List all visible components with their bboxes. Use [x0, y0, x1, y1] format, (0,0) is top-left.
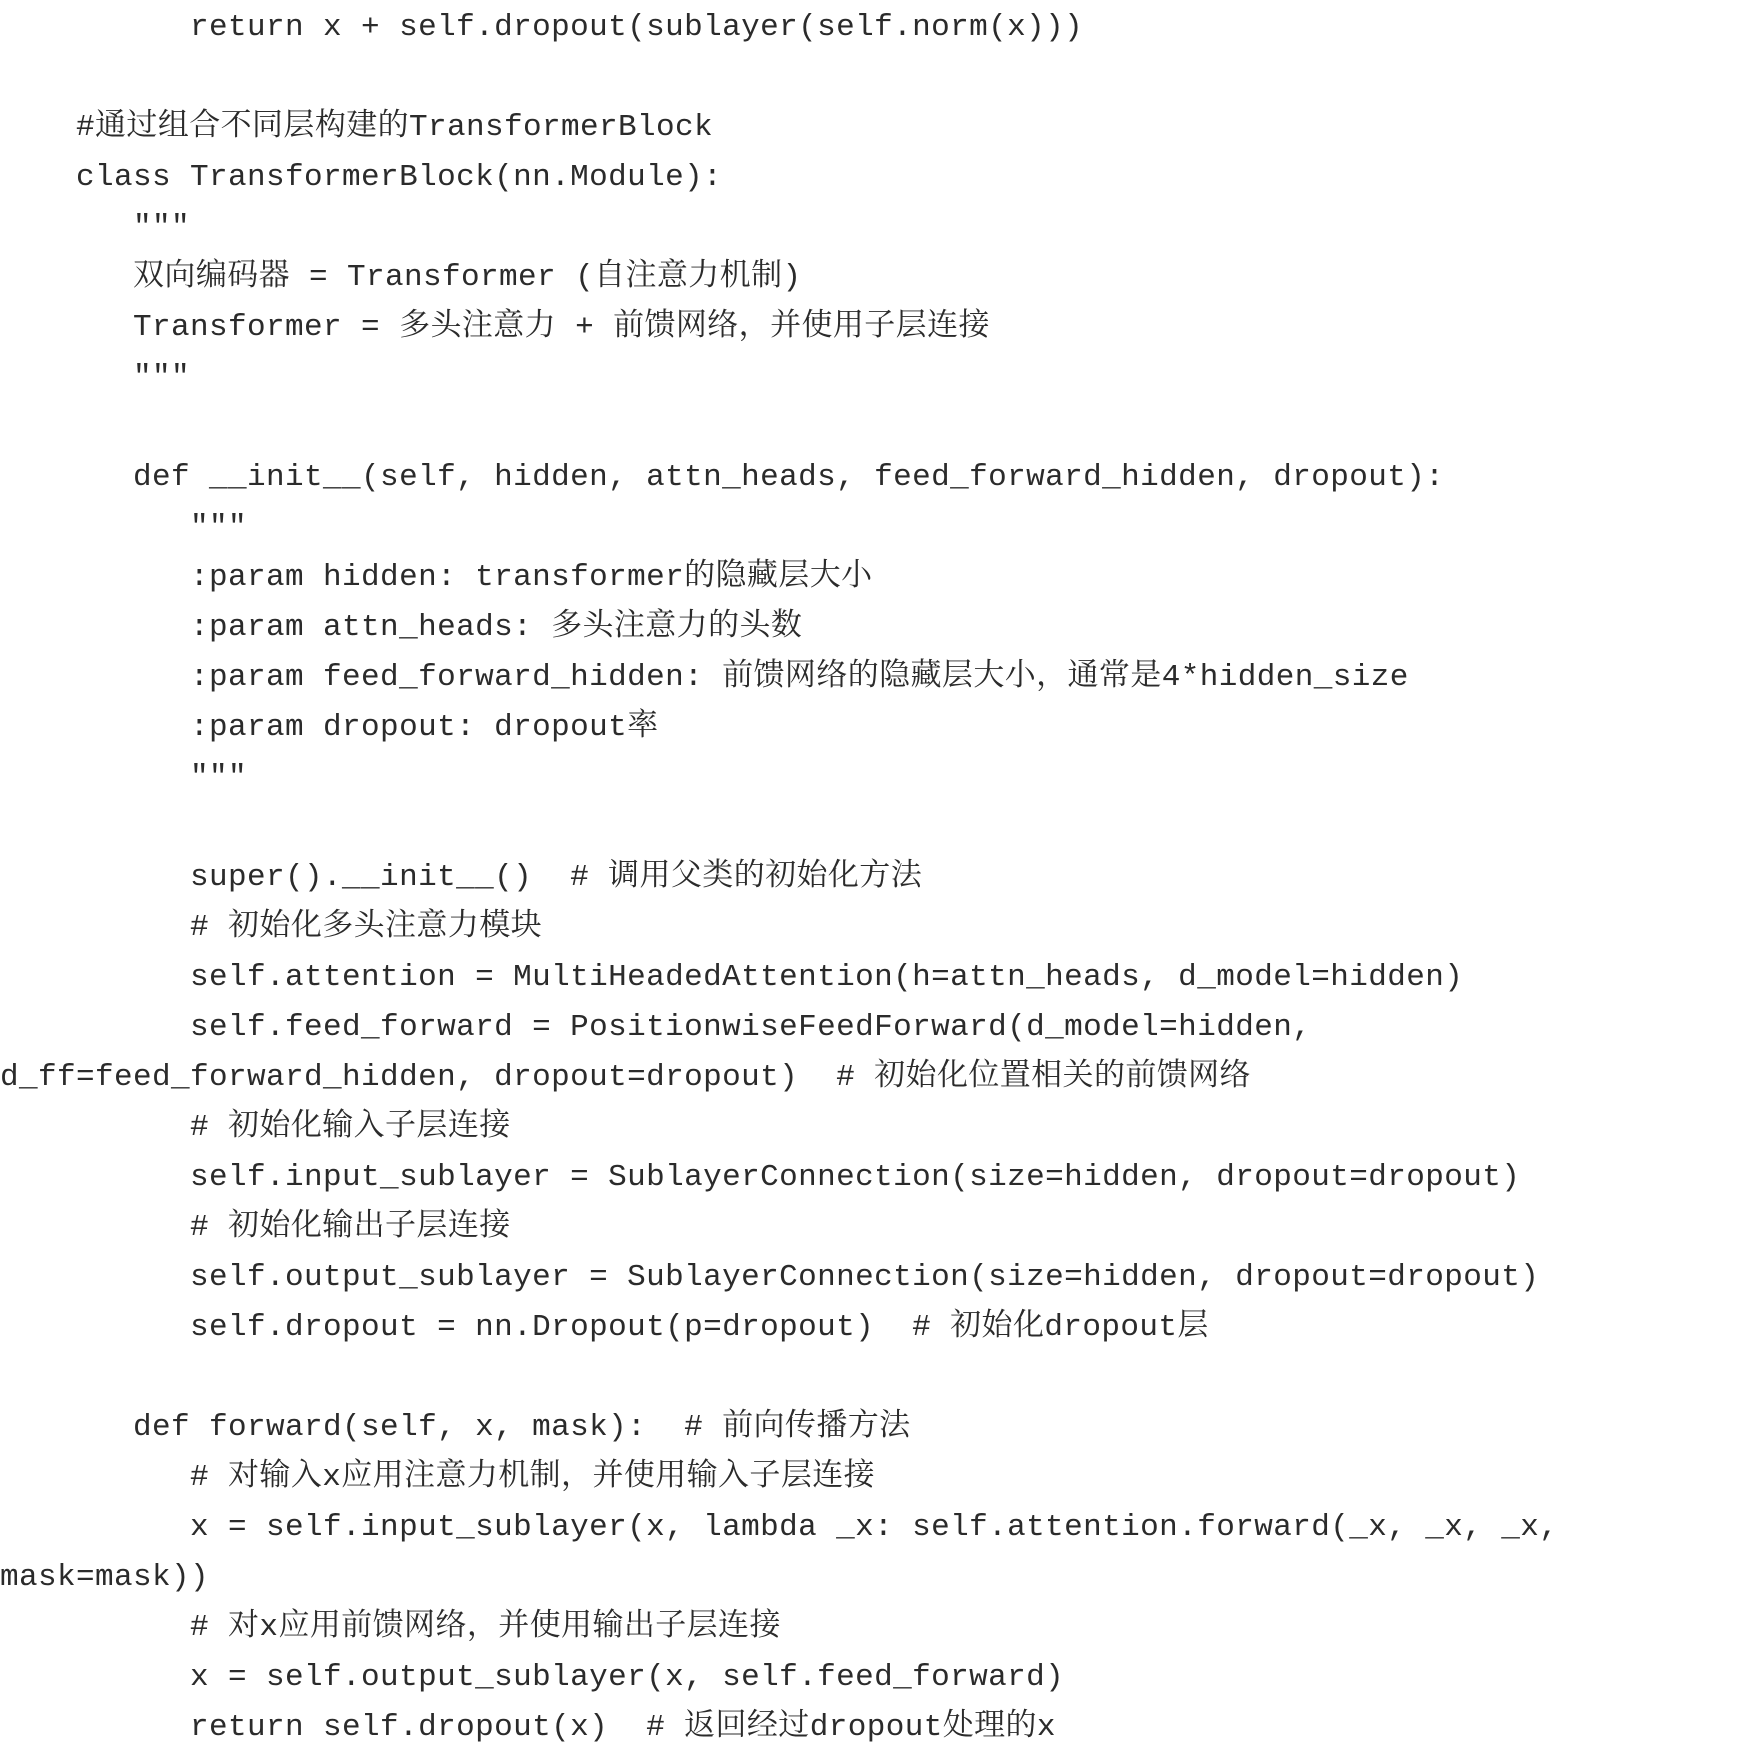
code-line: d_ff=feed_forward_hidden, dropout=dropout) # 初始化位置相关的前馈网络: [0, 1060, 1251, 1095]
code-line: mask=mask)): [0, 1560, 210, 1595]
code-line: Transformer = 多头注意力 + 前馈网络，并使用子层连接: [0, 310, 990, 345]
code-line: super().__init__() # 调用父类的初始化方法: [0, 860, 923, 895]
code-line: :param hidden: transformer的隐藏层大小: [0, 560, 873, 595]
code-line: self.dropout = nn.Dropout(p=dropout) # 初始化dropout层: [0, 1310, 1209, 1345]
code-line: """: [0, 510, 248, 545]
code-line: class TransformerBlock(nn.Module):: [0, 160, 723, 195]
code-line: # 对x应用前馈网络，并使用输出子层连接: [0, 1610, 781, 1645]
code-line: self.input_sublayer = SublayerConnection(size=hidden, dropout=dropout): [0, 1160, 1521, 1195]
code-line: #通过组合不同层构建的TransformerBlock: [0, 110, 714, 145]
code-line: # 初始化输入子层连接: [0, 1110, 511, 1145]
code-line: x = self.output_sublayer(x, self.feed_forward): [0, 1660, 1065, 1695]
code-line: # 初始化输出子层连接: [0, 1210, 511, 1245]
code-line: self.output_sublayer = SublayerConnection(size=hidden, dropout=dropout): [0, 1260, 1540, 1295]
code-line: """: [0, 360, 191, 395]
code-line: x = self.input_sublayer(x, lambda _x: self.attention.forward(_x, _x, _x,: [0, 1510, 1559, 1545]
code-line: """: [0, 760, 248, 795]
code-line: # 初始化多头注意力模块: [0, 910, 543, 945]
code-line: def forward(self, x, mask): # 前向传播方法: [0, 1410, 911, 1445]
code-line: # 对输入x应用注意力机制，并使用输入子层连接: [0, 1460, 876, 1495]
code-line: :param attn_heads: 多头注意力的头数: [0, 610, 803, 645]
code-line: 双向编码器 = Transformer (自注意力机制): [0, 260, 802, 295]
code-line: return x + self.dropout(sublayer(self.norm(x))): [0, 10, 1084, 45]
code-line: return self.dropout(x) # 返回经过dropout处理的x: [0, 1710, 1056, 1745]
code-line: :param feed_forward_hidden: 前馈网络的隐藏层大小，通常是4*hidden_size: [0, 660, 1409, 695]
code-line: :param dropout: dropout率: [0, 710, 659, 745]
code-line: self.feed_forward = PositionwiseFeedForward(d_model=hidden,: [0, 1010, 1312, 1045]
code-line: def __init__(self, hidden, attn_heads, feed_forward_hidden, dropout):: [0, 460, 1445, 495]
code-line: """: [0, 210, 191, 245]
code-line: self.attention = MultiHeadedAttention(h=attn_heads, d_model=hidden): [0, 960, 1464, 995]
